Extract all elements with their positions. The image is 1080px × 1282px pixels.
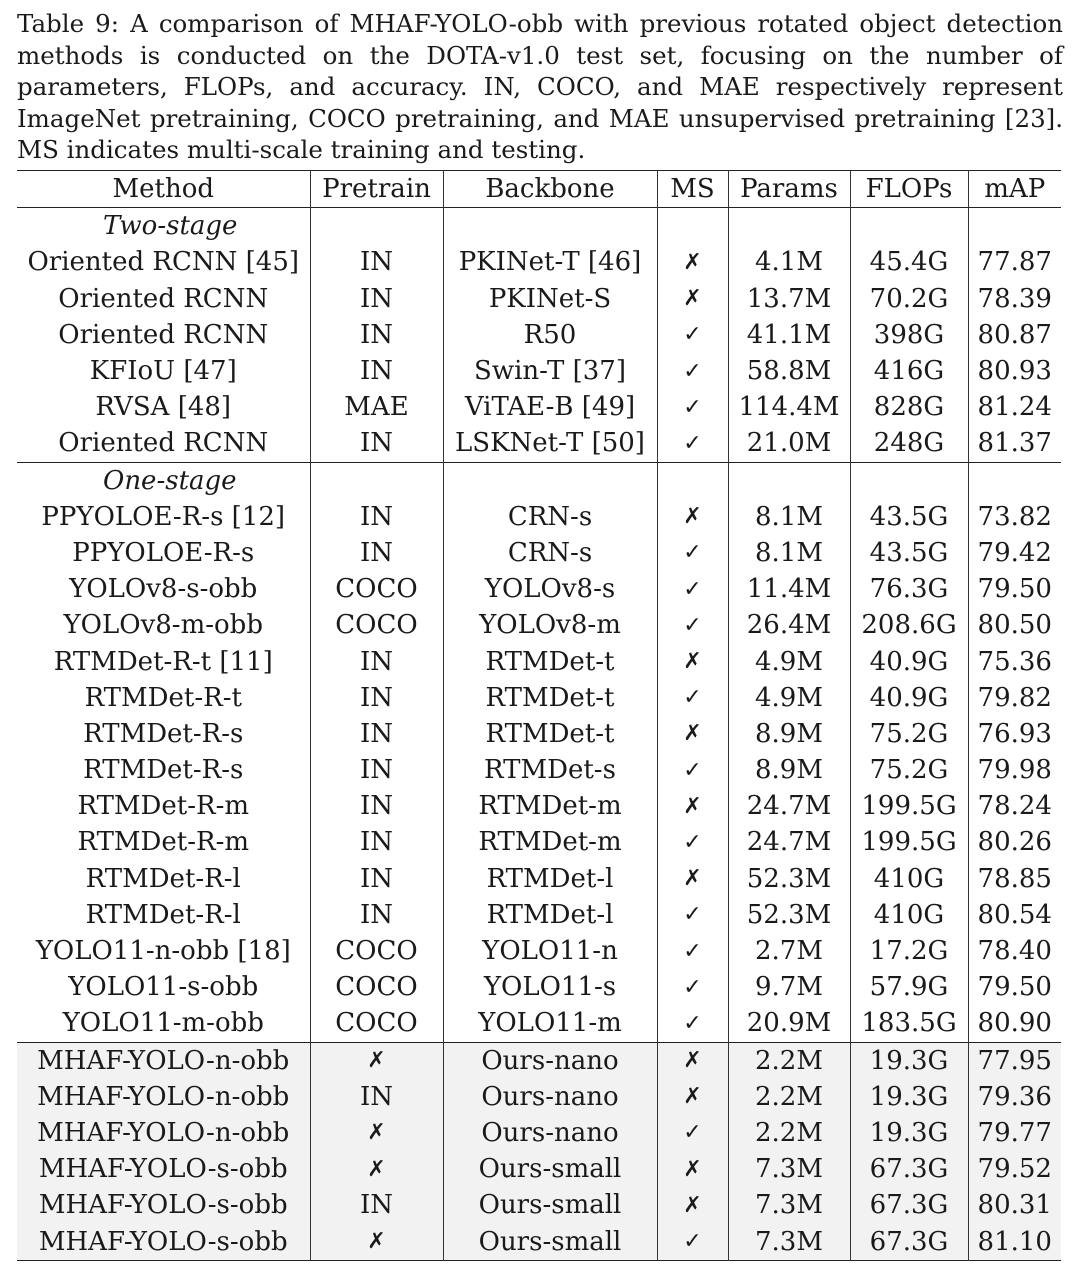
cell-pretrain: ✗ xyxy=(310,1115,443,1151)
table-row xyxy=(17,317,1061,353)
cell-backbone: Ours-nano xyxy=(443,1115,657,1151)
empty-cell xyxy=(443,208,657,245)
cell-method: RTMDet-R-s xyxy=(83,755,244,786)
cell-pretrain: IN xyxy=(310,897,443,933)
cell-flops: 19.3G xyxy=(850,1115,968,1151)
cell-backbone: Swin-T [37] xyxy=(443,353,657,389)
table-row xyxy=(17,1005,1061,1042)
cell-flops: 17.2G xyxy=(850,933,968,969)
cell-params: 114.4M xyxy=(728,389,850,425)
cell-pretrain: COCO xyxy=(310,571,443,607)
cell-ms: ✓ xyxy=(657,680,728,716)
cell-backbone: YOLO11-m xyxy=(443,1005,657,1042)
ours-table-row xyxy=(17,1187,1061,1223)
cell-ms: ✓ xyxy=(657,571,728,607)
cell-map: 80.93 xyxy=(968,353,1061,389)
empty-cell xyxy=(850,462,968,499)
cell-params: 7.3M xyxy=(728,1187,850,1223)
cell-pretrain: IN xyxy=(310,716,443,752)
table-row xyxy=(17,425,1061,462)
table-row xyxy=(17,933,1061,969)
cell-pretrain: IN xyxy=(310,861,443,897)
cell-flops: 199.5G xyxy=(850,824,968,860)
cell-map: 79.42 xyxy=(968,535,1061,571)
cell-pretrain: IN xyxy=(310,752,443,788)
cell-pretrain: IN xyxy=(310,1079,443,1115)
cell-pretrain: COCO xyxy=(310,607,443,643)
cell-pretrain: IN xyxy=(310,788,443,824)
cell-params: 9.7M xyxy=(728,969,850,1005)
section-title: Two-stage xyxy=(103,211,238,242)
cell-method: KFIoU [47] xyxy=(89,356,237,387)
cell-backbone: RTMDet-t xyxy=(443,716,657,752)
cell-flops: 248G xyxy=(850,425,968,462)
cell-pretrain: IN xyxy=(310,281,443,317)
cell-ms: ✗ xyxy=(657,499,728,535)
cell-method: Oriented RCNN xyxy=(58,319,269,350)
cell-method: MHAF-YOLO-n-obb xyxy=(17,1115,310,1151)
table-header-row xyxy=(17,171,1061,208)
empty-cell xyxy=(310,462,443,499)
header-params: Params xyxy=(728,171,850,208)
cell-ms: ✗ xyxy=(657,1187,728,1223)
cell-pretrain: IN xyxy=(310,1187,443,1223)
section-header-row xyxy=(17,462,1061,499)
cell-method: RTMDet-R-t [11] xyxy=(53,646,273,677)
cell-backbone: Ours-small xyxy=(443,1151,657,1187)
empty-cell xyxy=(443,462,657,499)
cell-method: YOLO11-m-obb xyxy=(62,1008,264,1039)
cell-backbone: PKINet-S xyxy=(443,281,657,317)
cell-method: YOLOv8-m-obb xyxy=(63,610,263,641)
cell-pretrain: COCO xyxy=(310,1005,443,1042)
cell-flops: 40.9G xyxy=(850,643,968,679)
empty-cell xyxy=(728,462,850,499)
table-row xyxy=(17,571,1061,607)
cell-pretrain: COCO xyxy=(310,933,443,969)
table-row xyxy=(17,389,1061,425)
cell-ms: ✗ xyxy=(657,861,728,897)
cell-flops: 67.3G xyxy=(850,1223,968,1260)
table-row xyxy=(17,680,1061,716)
table-caption: Table 9: A comparison of MHAF-YOLO-obb with previous rotated object detection methods is conducted on the DOTA-v1.0 test set, focusing on the number of parameters, FLOPs, and accuracy. IN, COCO, and MAE respectively represent ImageNet pretraining, COCO pretraining, and MAE unsupervised pretraining [23]. MS indicates multi-scale training and testing. xyxy=(17,9,1063,164)
header-map: mAP xyxy=(968,171,1061,208)
table-row xyxy=(17,535,1061,571)
ours-table-row xyxy=(17,1151,1061,1187)
cell-params: 24.7M xyxy=(728,824,850,860)
cell-ms: ✗ xyxy=(657,1042,728,1079)
cell-ms: ✓ xyxy=(657,752,728,788)
cell-flops: 43.5G xyxy=(850,535,968,571)
cell-method: YOLO11-n-obb [18] xyxy=(35,936,291,967)
cell-ms: ✓ xyxy=(657,425,728,462)
cell-ms: ✓ xyxy=(657,389,728,425)
cell-pretrain: IN xyxy=(310,425,443,462)
cell-ms: ✓ xyxy=(657,1005,728,1042)
cell-params: 2.2M xyxy=(728,1115,850,1151)
empty-cell xyxy=(657,462,728,499)
cell-method: MHAF-YOLO-n-obb xyxy=(17,1079,310,1115)
cell-map: 78.39 xyxy=(968,281,1061,317)
section-header-row xyxy=(17,208,1061,245)
cell-method: RTMDet-R-m xyxy=(77,791,250,822)
ours-table-row xyxy=(17,1223,1061,1260)
cell-params: 4.9M xyxy=(728,643,850,679)
cell-flops: 410G xyxy=(850,897,968,933)
cell-flops: 67.3G xyxy=(850,1187,968,1223)
cell-map: 75.36 xyxy=(968,643,1061,679)
cell-pretrain: IN xyxy=(310,824,443,860)
table-row xyxy=(17,969,1061,1005)
cell-backbone: RTMDet-m xyxy=(443,824,657,860)
cell-ms: ✗ xyxy=(657,643,728,679)
header-flops: FLOPs xyxy=(850,171,968,208)
cell-backbone: RTMDet-l xyxy=(443,861,657,897)
cell-method: MHAF-YOLO-s-obb xyxy=(17,1151,310,1187)
cell-map: 79.50 xyxy=(968,571,1061,607)
cell-map: 81.37 xyxy=(968,425,1061,462)
cell-method: RTMDet-R-l xyxy=(85,863,241,894)
cell-pretrain: ✗ xyxy=(310,1151,443,1187)
cell-map: 79.36 xyxy=(968,1079,1061,1115)
section-title: One-stage xyxy=(103,465,237,496)
cell-backbone: YOLO11-n xyxy=(443,933,657,969)
cell-ms: ✓ xyxy=(657,933,728,969)
cell-map: 80.54 xyxy=(968,897,1061,933)
cell-backbone: Ours-nano xyxy=(443,1042,657,1079)
cell-backbone: CRN-s xyxy=(443,499,657,535)
cell-map: 81.10 xyxy=(968,1223,1061,1260)
table-row xyxy=(17,244,1061,280)
cell-method: YOLOv8-s-obb xyxy=(69,574,258,605)
cell-pretrain: IN xyxy=(310,535,443,571)
comparison-table xyxy=(17,170,1061,1261)
cell-flops: 76.3G xyxy=(850,571,968,607)
cell-backbone: YOLOv8-s xyxy=(443,571,657,607)
cell-params: 13.7M xyxy=(728,281,850,317)
cell-params: 7.3M xyxy=(728,1151,850,1187)
cell-method: Oriented RCNN xyxy=(58,428,269,459)
empty-cell xyxy=(728,208,850,245)
cell-backbone: CRN-s xyxy=(443,535,657,571)
cell-map: 80.50 xyxy=(968,607,1061,643)
cell-map: 78.40 xyxy=(968,933,1061,969)
cell-pretrain: IN xyxy=(310,244,443,280)
cell-params: 41.1M xyxy=(728,317,850,353)
cell-method: PPYOLOE-R-s xyxy=(72,537,255,568)
cell-method: MHAF-YOLO-s-obb xyxy=(17,1223,310,1260)
cell-flops: 183.5G xyxy=(850,1005,968,1042)
cell-flops: 410G xyxy=(850,861,968,897)
header-ms: MS xyxy=(657,171,728,208)
cell-map: 79.77 xyxy=(968,1115,1061,1151)
empty-cell xyxy=(968,208,1061,245)
cell-map: 77.95 xyxy=(968,1042,1061,1079)
ours-table-row xyxy=(17,1079,1061,1115)
cell-flops: 828G xyxy=(850,389,968,425)
cell-pretrain: COCO xyxy=(310,969,443,1005)
cell-ms: ✗ xyxy=(657,716,728,752)
cell-map: 79.52 xyxy=(968,1151,1061,1187)
cell-params: 8.1M xyxy=(728,535,850,571)
cell-flops: 57.9G xyxy=(850,969,968,1005)
cell-flops: 40.9G xyxy=(850,680,968,716)
cell-map: 79.82 xyxy=(968,680,1061,716)
cell-flops: 398G xyxy=(850,317,968,353)
cell-map: 81.24 xyxy=(968,389,1061,425)
cell-map: 78.85 xyxy=(968,861,1061,897)
cell-ms: ✗ xyxy=(657,1151,728,1187)
cell-backbone: YOLOv8-m xyxy=(443,607,657,643)
cell-pretrain: IN xyxy=(310,499,443,535)
cell-ms: ✓ xyxy=(657,535,728,571)
table-body xyxy=(17,208,1061,1260)
cell-params: 52.3M xyxy=(728,861,850,897)
cell-flops: 43.5G xyxy=(850,499,968,535)
cell-ms: ✓ xyxy=(657,969,728,1005)
cell-params: 4.1M xyxy=(728,244,850,280)
cell-ms: ✓ xyxy=(657,1223,728,1260)
header-pretrain: Pretrain xyxy=(310,171,443,208)
cell-map: 80.31 xyxy=(968,1187,1061,1223)
cell-ms: ✗ xyxy=(657,1079,728,1115)
cell-map: 77.87 xyxy=(968,244,1061,280)
cell-pretrain: IN xyxy=(310,353,443,389)
cell-flops: 75.2G xyxy=(850,752,968,788)
cell-pretrain: ✗ xyxy=(310,1042,443,1079)
cell-method: MHAF-YOLO-n-obb xyxy=(17,1042,310,1079)
cell-method: Oriented RCNN xyxy=(58,283,269,314)
cell-params: 24.7M xyxy=(728,788,850,824)
cell-flops: 19.3G xyxy=(850,1042,968,1079)
cell-ms: ✗ xyxy=(657,244,728,280)
cell-method: MHAF-YOLO-s-obb xyxy=(17,1187,310,1223)
table-row xyxy=(17,499,1061,535)
cell-flops: 70.2G xyxy=(850,281,968,317)
cell-params: 2.2M xyxy=(728,1079,850,1115)
table-row xyxy=(17,643,1061,679)
cell-pretrain: MAE xyxy=(310,389,443,425)
cell-params: 8.9M xyxy=(728,752,850,788)
cell-flops: 199.5G xyxy=(850,788,968,824)
cell-backbone: Ours-small xyxy=(443,1223,657,1260)
cell-backbone: PKINet-T [46] xyxy=(443,244,657,280)
cell-flops: 75.2G xyxy=(850,716,968,752)
cell-flops: 67.3G xyxy=(850,1151,968,1187)
cell-flops: 45.4G xyxy=(850,244,968,280)
cell-backbone: YOLO11-s xyxy=(443,969,657,1005)
cell-params: 26.4M xyxy=(728,607,850,643)
ours-table-row xyxy=(17,1115,1061,1151)
empty-cell xyxy=(657,208,728,245)
cell-params: 52.3M xyxy=(728,897,850,933)
cell-map: 80.90 xyxy=(968,1005,1061,1042)
cell-backbone: ViTAE-B [49] xyxy=(443,389,657,425)
cell-backbone: R50 xyxy=(443,317,657,353)
cell-params: 2.2M xyxy=(728,1042,850,1079)
cell-ms: ✓ xyxy=(657,353,728,389)
cell-params: 7.3M xyxy=(728,1223,850,1260)
table-row xyxy=(17,897,1061,933)
cell-params: 58.8M xyxy=(728,353,850,389)
cell-params: 20.9M xyxy=(728,1005,850,1042)
cell-backbone: RTMDet-t xyxy=(443,643,657,679)
ours-table-row xyxy=(17,1042,1061,1079)
table-row xyxy=(17,716,1061,752)
cell-backbone: Ours-nano xyxy=(443,1079,657,1115)
cell-method: PPYOLOE-R-s [12] xyxy=(41,501,286,532)
empty-cell xyxy=(850,208,968,245)
cell-map: 80.26 xyxy=(968,824,1061,860)
header-method: Method xyxy=(112,174,214,205)
table-row xyxy=(17,861,1061,897)
cell-flops: 416G xyxy=(850,353,968,389)
cell-ms: ✓ xyxy=(657,824,728,860)
cell-method: RTMDet-R-l xyxy=(85,899,241,930)
cell-pretrain: IN xyxy=(310,317,443,353)
cell-pretrain: ✗ xyxy=(310,1223,443,1260)
cell-backbone: Ours-small xyxy=(443,1187,657,1223)
empty-cell xyxy=(310,208,443,245)
cell-backbone: RTMDet-s xyxy=(443,752,657,788)
cell-pretrain: IN xyxy=(310,643,443,679)
cell-ms: ✗ xyxy=(657,788,728,824)
table-row xyxy=(17,353,1061,389)
empty-cell xyxy=(968,462,1061,499)
cell-ms: ✓ xyxy=(657,897,728,933)
cell-map: 78.24 xyxy=(968,788,1061,824)
cell-params: 8.9M xyxy=(728,716,850,752)
table-row xyxy=(17,824,1061,860)
table-row xyxy=(17,607,1061,643)
cell-ms: ✓ xyxy=(657,317,728,353)
cell-map: 80.87 xyxy=(968,317,1061,353)
header-backbone: Backbone xyxy=(443,171,657,208)
cell-method: RTMDet-R-t xyxy=(84,682,242,713)
cell-backbone: RTMDet-m xyxy=(443,788,657,824)
cell-map: 76.93 xyxy=(968,716,1061,752)
cell-ms: ✗ xyxy=(657,281,728,317)
cell-method: RTMDet-R-m xyxy=(77,827,250,858)
cell-map: 73.82 xyxy=(968,499,1061,535)
cell-backbone: RTMDet-l xyxy=(443,897,657,933)
cell-ms: ✓ xyxy=(657,1115,728,1151)
table-row xyxy=(17,281,1061,317)
cell-params: 11.4M xyxy=(728,571,850,607)
cell-params: 8.1M xyxy=(728,499,850,535)
cell-params: 2.7M xyxy=(728,933,850,969)
cell-method: RTMDet-R-s xyxy=(83,718,244,749)
cell-backbone: LSKNet-T [50] xyxy=(443,425,657,462)
table-row xyxy=(17,788,1061,824)
cell-params: 4.9M xyxy=(728,680,850,716)
cell-backbone: RTMDet-t xyxy=(443,680,657,716)
cell-ms: ✓ xyxy=(657,607,728,643)
cell-params: 21.0M xyxy=(728,425,850,462)
cell-map: 79.50 xyxy=(968,969,1061,1005)
cell-method: Oriented RCNN [45] xyxy=(27,247,300,278)
cell-method: YOLO11-s-obb xyxy=(68,972,259,1003)
cell-method: RVSA [48] xyxy=(95,392,232,423)
cell-flops: 19.3G xyxy=(850,1079,968,1115)
cell-map: 79.98 xyxy=(968,752,1061,788)
cell-pretrain: IN xyxy=(310,680,443,716)
cell-flops: 208.6G xyxy=(850,607,968,643)
table-row xyxy=(17,752,1061,788)
